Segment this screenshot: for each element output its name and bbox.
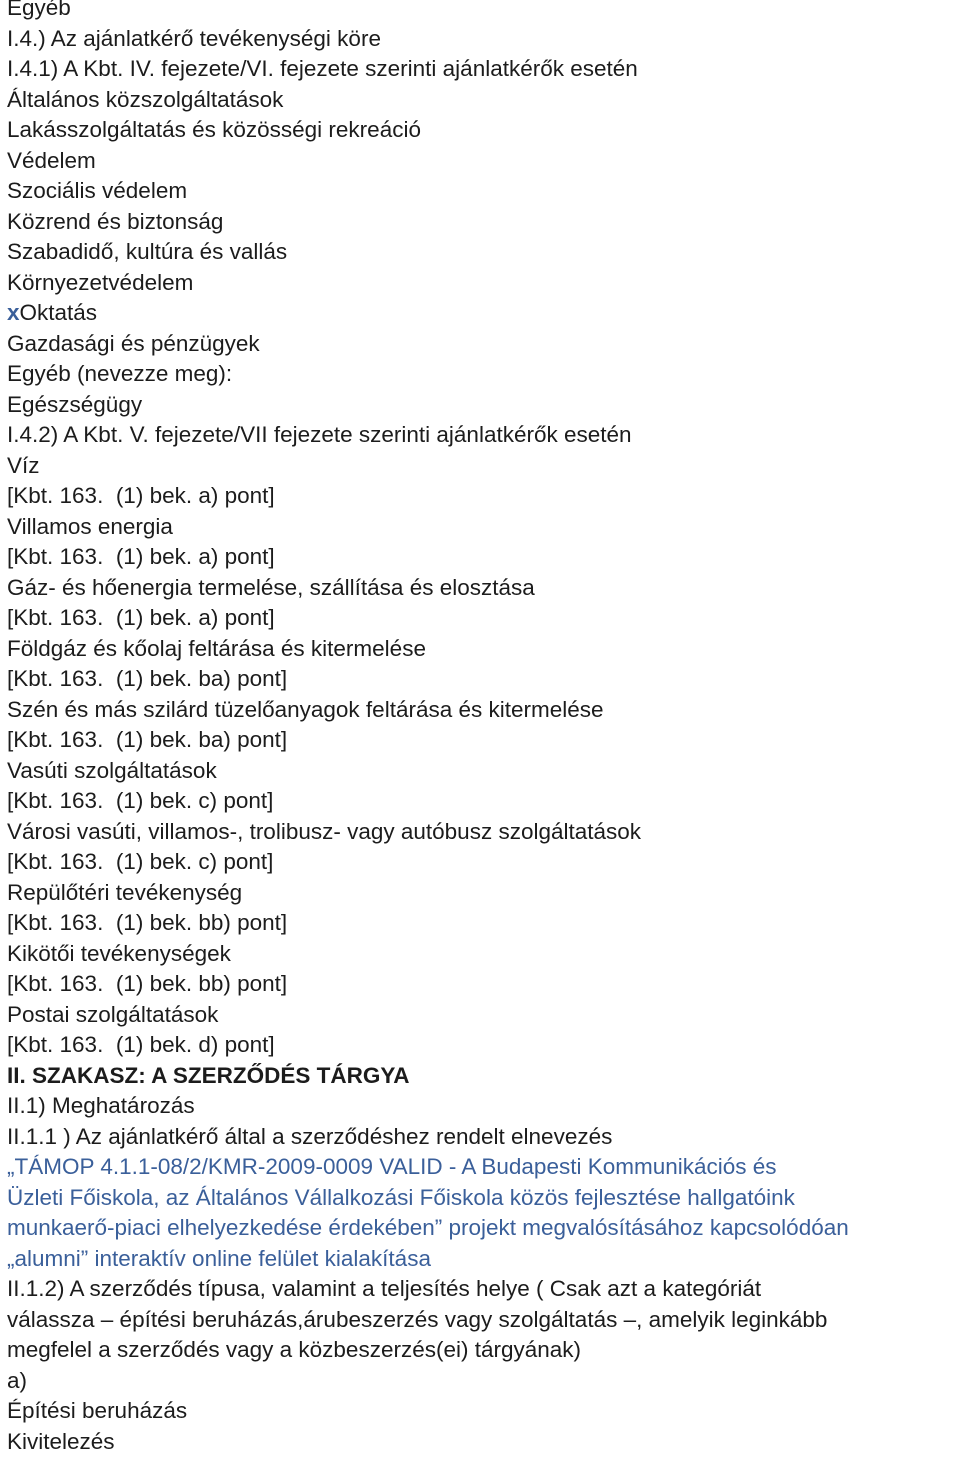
activity-option: Gazdasági és pénzügyek (7, 329, 957, 360)
text-line: Egyéb (7, 0, 957, 24)
legal-reference: [Kbt. 163. (1) bek. c) pont] (7, 786, 957, 817)
legal-reference: [Kbt. 163. (1) bek. a) pont] (7, 481, 957, 512)
subsection-heading: II.1) Meghatározás (7, 1091, 957, 1122)
activity-option: Szabadidő, kultúra és vallás (7, 237, 957, 268)
activity-option: Lakásszolgáltatás és közösségi rekreáció (7, 115, 957, 146)
contract-title-line: „TÁMOP 4.1.1-08/2/KMR-2009-0009 VALID - A Budapesti Kommunikációs és (7, 1152, 957, 1183)
legal-reference: [Kbt. 163. (1) bek. ba) pont] (7, 664, 957, 695)
section-title: II. SZAKASZ: A SZERZŐDÉS TÁRGYA (7, 1061, 957, 1092)
legal-reference: [Kbt. 163. (1) bek. c) pont] (7, 847, 957, 878)
sector-option: Villamos energia (7, 512, 957, 543)
section-heading: I.4.) Az ajánlatkérő tevékenységi köre (7, 24, 957, 55)
sector-option: Postai szolgáltatások (7, 1000, 957, 1031)
checked-marker: x (7, 300, 20, 325)
contract-type: Építési beruházás (7, 1396, 957, 1427)
contract-title-line: munkaerő-piaci elhelyezkedése érdekében” projekt megvalósításához kapcsolódóan (7, 1213, 957, 1244)
sector-option: Vasúti szolgáltatások (7, 756, 957, 787)
contract-title-line: Üzleti Főiskola, az Általános Vállalkozási Főiskola közös fejlesztése hallgatóink (7, 1183, 957, 1214)
legal-reference: [Kbt. 163. (1) bek. bb) pont] (7, 969, 957, 1000)
activity-option: Védelem (7, 146, 957, 177)
activity-option: Szociális védelem (7, 176, 957, 207)
sector-option: Városi vasúti, villamos-, trolibusz- vagy autóbusz szolgáltatások (7, 817, 957, 848)
document-page (7, 0, 957, 1457)
legal-reference: [Kbt. 163. (1) bek. ba) pont] (7, 725, 957, 756)
subsection-heading: II.1.2) A szerződés típusa, valamint a teljesítés helye ( Csak azt a kategóriát (7, 1274, 957, 1305)
sector-option: Víz (7, 451, 957, 482)
subsection-heading: I.4.2) A Kbt. V. fejezete/VII fejezete szerinti ajánlatkérők esetén (7, 420, 957, 451)
sector-option: Földgáz és kőolaj feltárása és kitermelése (7, 634, 957, 665)
sector-option: Szén és más szilárd tüzelőanyagok feltárása és kitermelése (7, 695, 957, 726)
activity-option: Egészségügy (7, 390, 957, 421)
activity-option: Környezetvédelem (7, 268, 957, 299)
sector-option: Kikötői tevékenységek (7, 939, 957, 970)
contract-title-line: „alumni” interaktív online felület kialakítása (7, 1244, 957, 1275)
activity-option-label: Oktatás (20, 300, 98, 325)
activity-option: Egyéb (nevezze meg): (7, 359, 957, 390)
paragraph-line: megfelel a szerződés vagy a közbeszerzés(ei) tárgyának) (7, 1335, 957, 1366)
contract-subtype: Kivitelezés (7, 1427, 957, 1457)
legal-reference: [Kbt. 163. (1) bek. d) pont] (7, 1030, 957, 1061)
paragraph-line: válassza – építési beruházás,árubeszerzés vagy szolgáltatás –, amelyik leginkább (7, 1305, 957, 1336)
subsection-heading: II.1.1 ) Az ajánlatkérő által a szerződéshez rendelt elnevezés (7, 1122, 957, 1153)
activity-option: Általános közszolgáltatások (7, 85, 957, 116)
legal-reference: [Kbt. 163. (1) bek. bb) pont] (7, 908, 957, 939)
sector-option: Repülőtéri tevékenység (7, 878, 957, 909)
list-marker: a) (7, 1366, 957, 1397)
subsection-heading: I.4.1) A Kbt. IV. fejezete/VI. fejezete szerinti ajánlatkérők esetén (7, 54, 957, 85)
activity-option: Közrend és biztonság (7, 207, 957, 238)
legal-reference: [Kbt. 163. (1) bek. a) pont] (7, 603, 957, 634)
activity-option-selected (7, 298, 957, 329)
sector-option: Gáz- és hőenergia termelése, szállítása és elosztása (7, 573, 957, 604)
legal-reference: [Kbt. 163. (1) bek. a) pont] (7, 542, 957, 573)
